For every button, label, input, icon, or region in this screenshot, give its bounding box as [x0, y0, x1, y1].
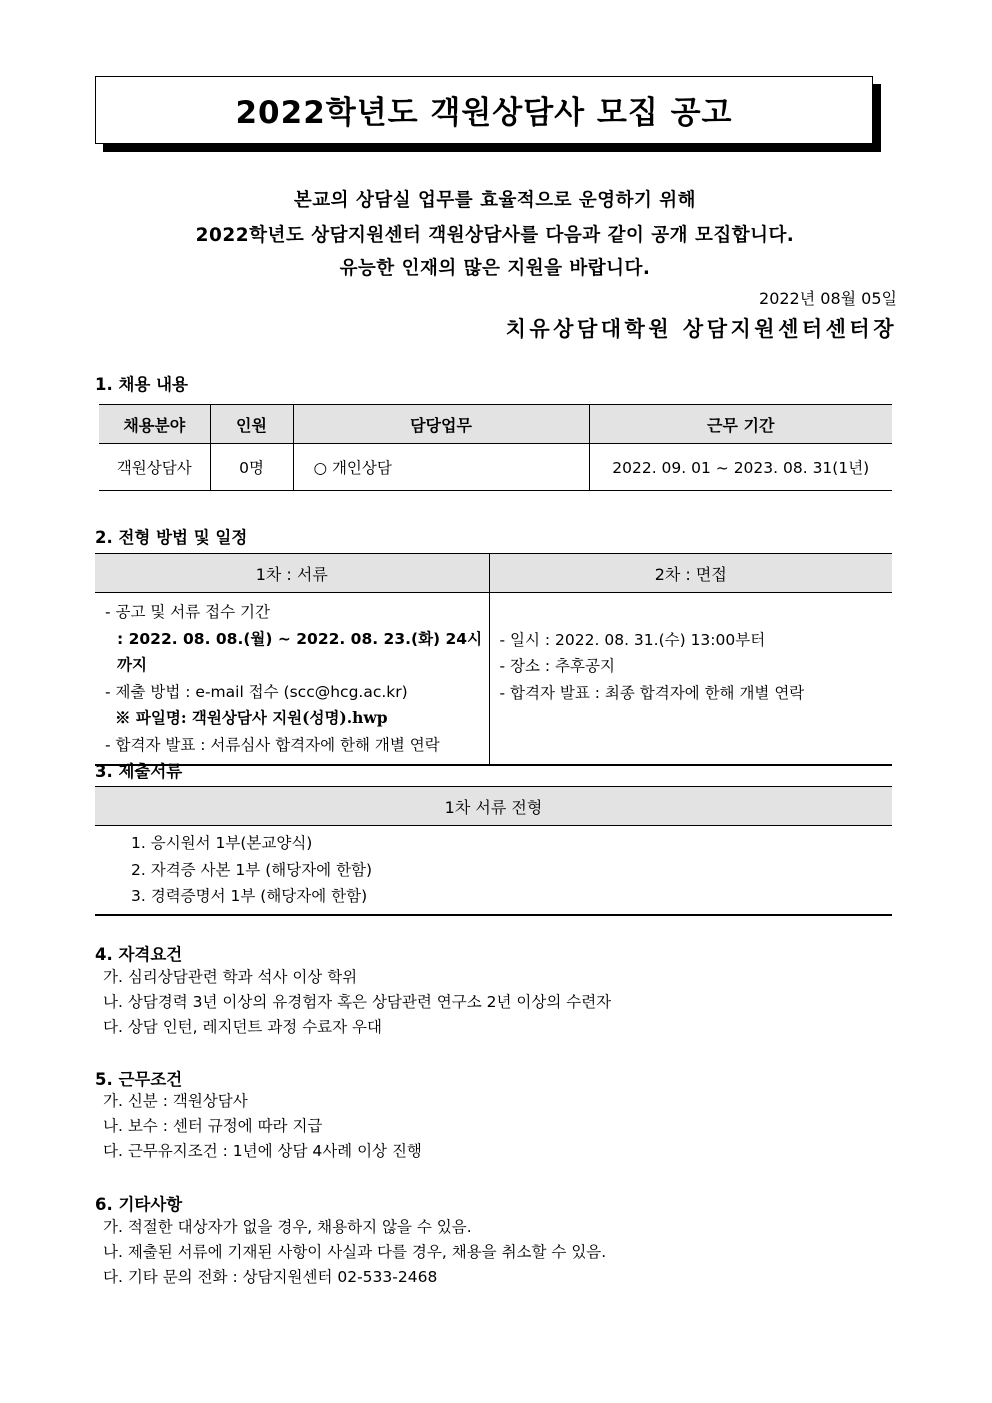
list-item: 다. 기타 문의 전화 : 상담지원센터 02-533-2468 — [103, 1268, 438, 1286]
title-box — [95, 76, 873, 144]
documents-table — [95, 786, 892, 916]
section-4-list — [103, 965, 611, 1040]
list-item: 가. 적절한 대상자가 없을 경우, 채용하지 않을 수 있음. — [103, 1218, 472, 1236]
list-item: 2. 자격증 사본 1부 (해당자에 한함) — [131, 860, 373, 879]
list-item: 다. 근무유지조건 : 1년에 상담 4사례 이상 진행 — [103, 1142, 422, 1160]
organization-name: 치유상담대학원 상담지원센터센터장 — [505, 317, 897, 341]
cell-field: 객원상담사 — [99, 444, 210, 491]
schedule-table — [95, 553, 892, 766]
cell-duty: ○ 개인상담 — [293, 444, 589, 491]
list-item: 가. 신분 : 객원상담사 — [103, 1092, 248, 1110]
cell-period: 2022. 09. 01 ~ 2023. 08. 31(1년) — [589, 444, 892, 491]
section-1-title: 1. 채용 내용 — [95, 375, 188, 394]
stage-1-line-5: - 합격자 발표 : 서류심사 합격자에 한해 개별 연락 — [105, 735, 440, 754]
cell-count: 0명 — [210, 444, 293, 491]
intro-line-1: 본교의 상담실 업무를 효율적으로 운영하기 위해 — [293, 190, 697, 211]
list-item: 다. 상담 인턴, 레지던트 과정 수료자 우대 — [103, 1018, 382, 1036]
list-item: 가. 심리상담관련 학과 석사 이상 학위 — [103, 968, 358, 986]
documents-cell — [95, 826, 892, 915]
header-count: 인원 — [210, 405, 293, 444]
section-4-title: 4. 자격요건 — [95, 945, 183, 964]
stage-2-line-3: - 합격자 발표 : 최종 합격자에 한해 개별 연락 — [499, 683, 805, 702]
section-6-title: 6. 기타사항 — [95, 1195, 183, 1214]
stage-1-line-1: - 공고 및 서류 접수 기간 — [105, 603, 270, 621]
stage-2-cell — [489, 593, 892, 766]
intro-line-2: 2022학년도 상담지원센터 객원상담사를 다음과 같이 공개 모집합니다. — [195, 225, 795, 246]
list-item: 1. 응시원서 1부(본교양식) — [131, 834, 313, 852]
section-5-title: 5. 근무조건 — [95, 1070, 183, 1089]
section-5-list — [103, 1089, 422, 1164]
header-documents: 1차 서류 전형 — [95, 787, 892, 826]
stage-2-line-1: - 일시 : 2022. 08. 31.(수) 13:00부터 — [499, 630, 766, 649]
header-stage-1: 1차 : 서류 — [95, 554, 489, 593]
header-duty: 담당업무 — [293, 405, 589, 444]
recruitment-table — [99, 404, 892, 491]
header-period: 근무 기간 — [589, 405, 892, 444]
announcement-date: 2022년 08월 05일 — [759, 289, 897, 308]
list-item: 3. 경력증명서 1부 (해당자에 한함) — [131, 887, 368, 905]
stage-2-line-2: - 장소 : 추후공지 — [499, 657, 615, 676]
stage-1-line-2: : 2022. 08. 08.(월) ~ 2022. 08. 23.(화) 24시까지 — [117, 629, 483, 674]
list-item: 나. 제출된 서류에 기재된 사항이 사실과 다를 경우, 채용을 취소할 수 있음. — [103, 1243, 607, 1261]
section-2-title: 2. 전형 방법 및 일정 — [95, 528, 248, 547]
header-field: 채용분야 — [99, 405, 210, 444]
section-6-list — [103, 1215, 606, 1290]
list-item: 나. 보수 : 센터 규정에 따라 지급 — [103, 1117, 323, 1135]
stage-1-line-3: - 제출 방법 : e-mail 접수 (scc@hcg.ac.kr) — [105, 682, 408, 701]
header-stage-2: 2차 : 면접 — [489, 554, 892, 593]
list-item: 나. 상담경력 3년 이상의 유경험자 혹은 상담관련 연구소 2년 이상의 수련자 — [103, 993, 612, 1011]
intro-line-3: 유능한 인재의 많은 지원을 바랍니다. — [339, 258, 651, 279]
stage-1-cell — [95, 593, 489, 766]
section-3-title: 3. 제출서류 — [95, 762, 183, 781]
table-row — [99, 444, 892, 491]
stage-1-line-4: ※ 파일명: 객원상담사 지원(성명).hwp — [115, 708, 388, 727]
page-title: 2022학년도 객원상담사 모집 공고 — [235, 95, 733, 131]
